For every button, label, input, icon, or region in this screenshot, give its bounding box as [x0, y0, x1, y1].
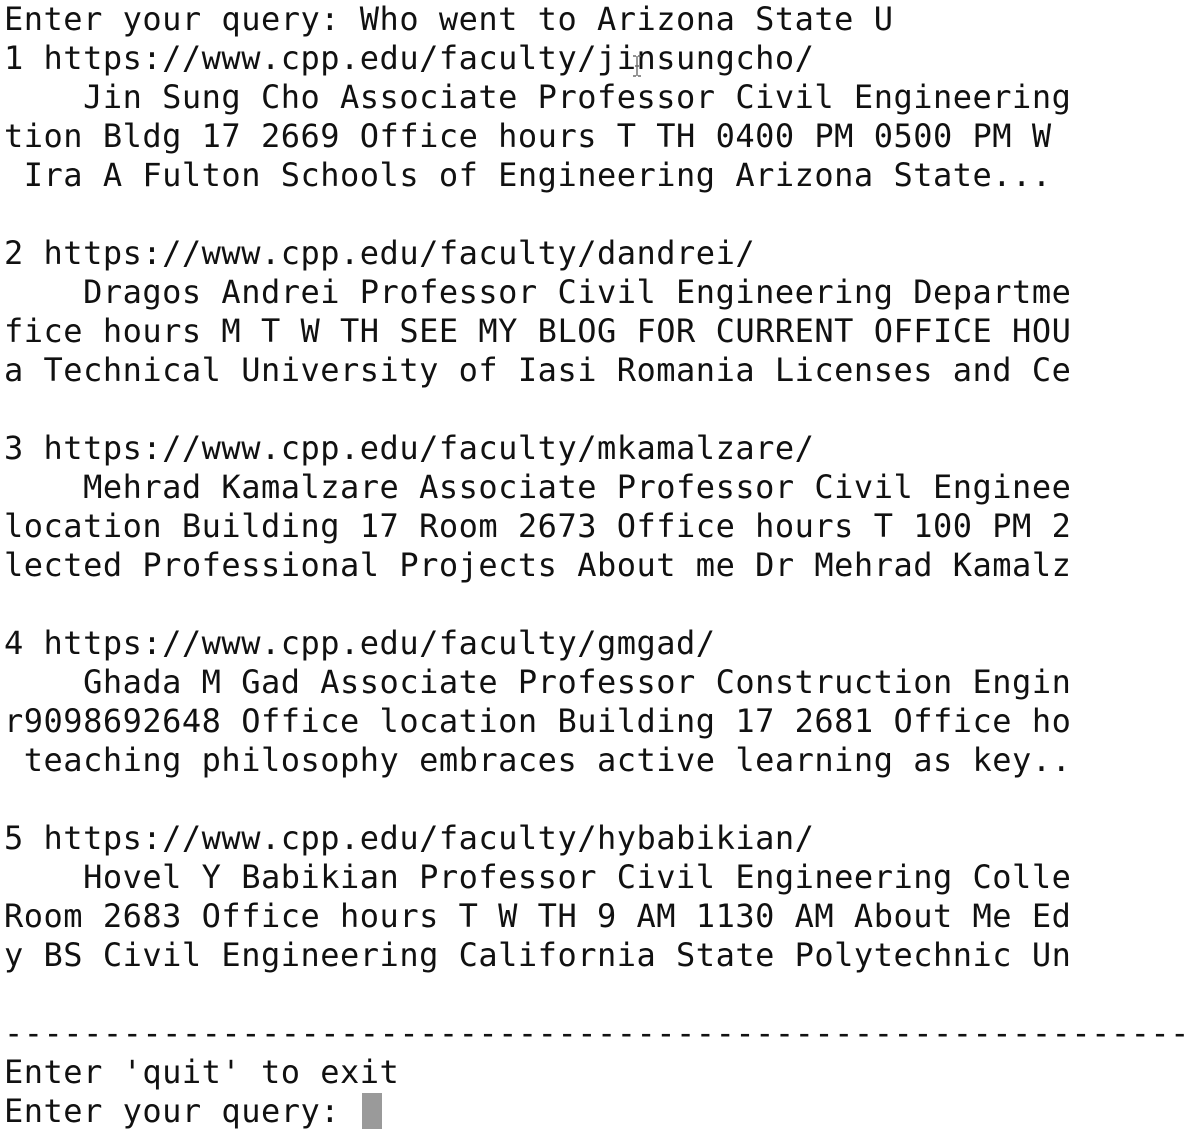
result-1-url: 1 https://www.cpp.edu/faculty/jinsungcho/ [4, 39, 815, 77]
result-5-snippet-line-1: Hovel Y Babikian Professor Civil Engineering Colle [4, 858, 1072, 896]
result-5-snippet-line-2: Room 2683 Office hours T W TH 9 AM 1130 AM About Me Ed [4, 897, 1072, 935]
text-ibeam-icon [632, 55, 642, 77]
text-cursor [362, 1093, 382, 1129]
result-3-snippet-line-2: location Building 17 Room 2673 Office hours T 100 PM 2 [4, 507, 1072, 545]
result-3-snippet-line-1: Mehrad Kamalzare Associate Professor Civil Enginee [4, 468, 1072, 506]
result-4-url: 4 https://www.cpp.edu/faculty/gmgad/ [4, 624, 716, 662]
query-prompt[interactable] [4, 1092, 382, 1131]
result-5-url: 5 https://www.cpp.edu/faculty/hybabikian/ [4, 819, 815, 857]
result-1-snippet-line-2: tion Bldg 17 2669 Office hours T TH 0400 PM 0500 PM W [4, 117, 1052, 155]
result-2-snippet-line-1: Dragos Andrei Professor Civil Engineering Departme [4, 273, 1072, 311]
result-3-url: 3 https://www.cpp.edu/faculty/mkamalzare/ [4, 429, 815, 467]
result-4-snippet-line-2: r9098692648 Office location Building 17 2681 Office ho [4, 702, 1072, 740]
quit-hint: Enter 'quit' to exit [4, 1053, 400, 1091]
separator-line: ------------------------------------------------------------ [4, 1014, 1190, 1052]
result-2-snippet-line-2: fice hours M T W TH SEE MY BLOG FOR CURRENT OFFICE HOU [4, 312, 1072, 350]
result-4-snippet-line-3: teaching philosophy embraces active learning as key.. [4, 741, 1072, 779]
result-3-snippet-line-3: lected Professional Projects About me Dr Mehrad Kamalz [4, 546, 1072, 584]
result-1-snippet-line-3: Ira A Fulton Schools of Engineering Arizona State... [4, 156, 1052, 194]
prompt-label: Enter your query: [4, 1092, 360, 1130]
result-5-snippet-line-3: y BS Civil Engineering California State Polytechnic Un [4, 936, 1072, 974]
previous-query-line: Enter your query: Who went to Arizona State U [4, 0, 894, 38]
result-4-snippet-line-1: Ghada M Gad Associate Professor Construction Engin [4, 663, 1072, 701]
result-1-snippet-line-1: Jin Sung Cho Associate Professor Civil Engineering [4, 78, 1072, 116]
result-2-url: 2 https://www.cpp.edu/faculty/dandrei/ [4, 234, 756, 272]
result-2-snippet-line-3: a Technical University of Iasi Romania Licenses and Ce [4, 351, 1072, 389]
